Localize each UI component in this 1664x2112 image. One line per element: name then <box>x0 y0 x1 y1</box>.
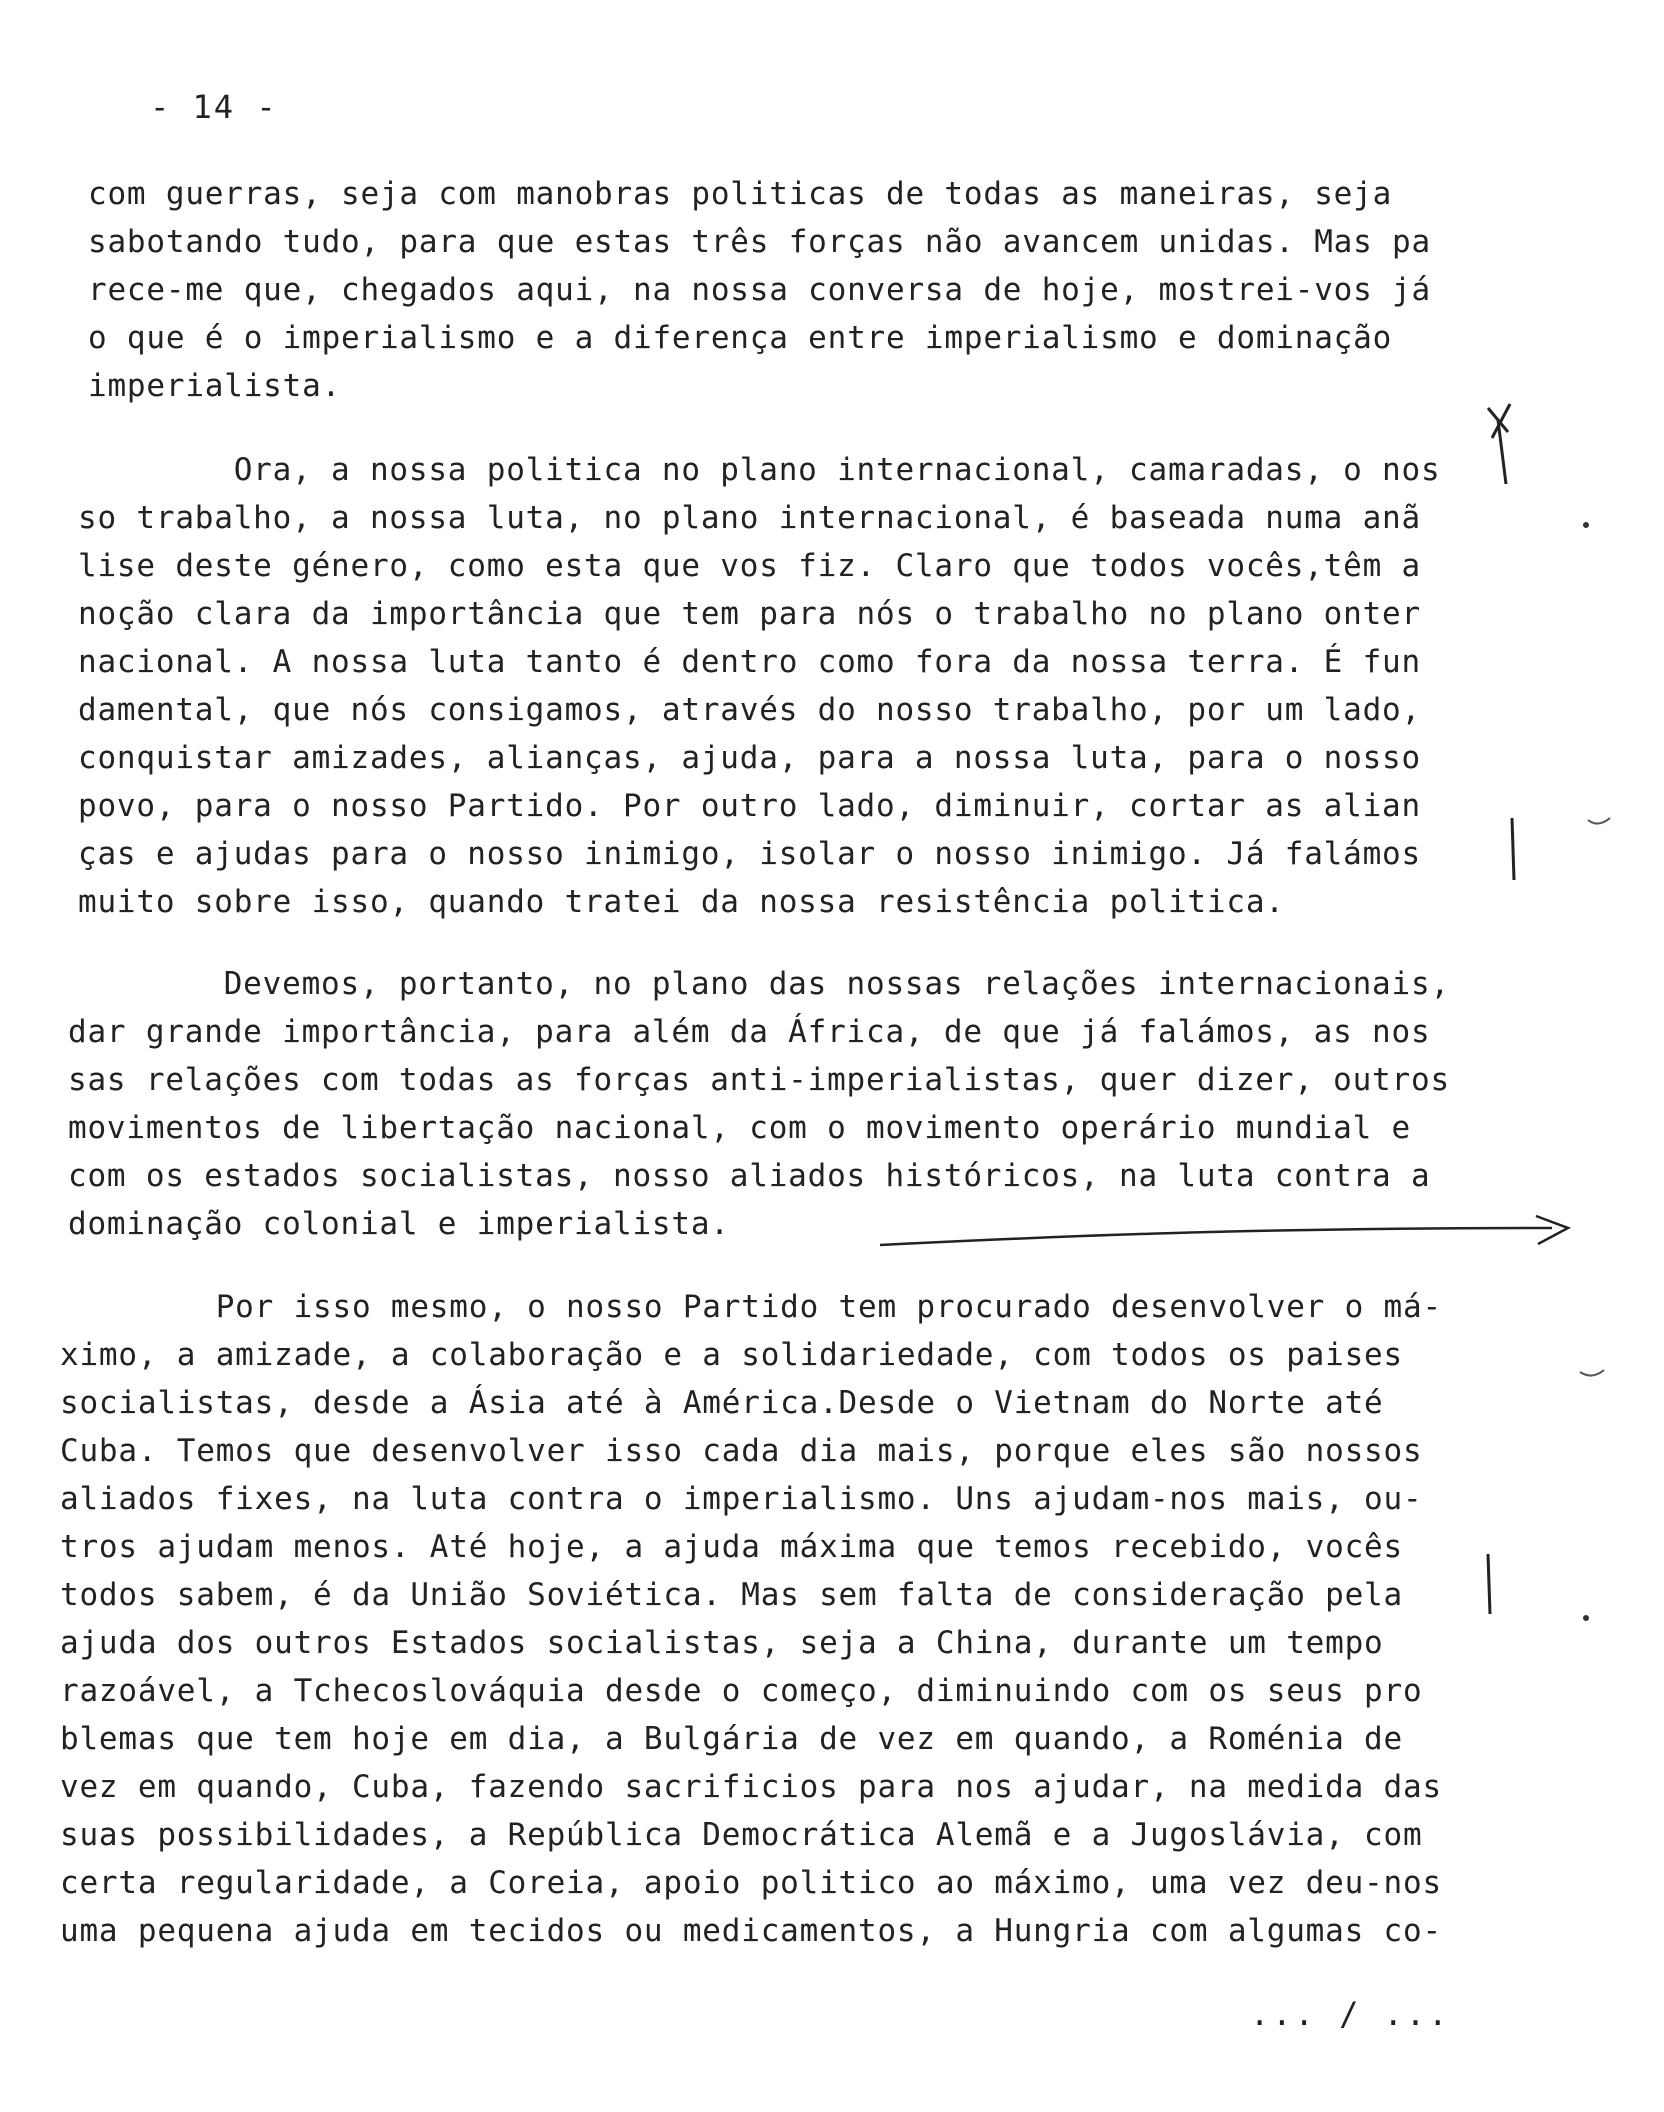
text-line: muito sobre isso, quando tratei da nossa resistência politica. <box>78 884 1285 920</box>
speck-3 <box>1588 818 1610 824</box>
text-line: damental, que nós consigamos, através do nosso trabalho, por um lado, <box>78 692 1421 728</box>
text-line: razoável, a Tchecoslováquia desde o começo, diminuindo com os seus pro <box>60 1673 1423 1709</box>
underline-arrow-icon <box>880 1216 1568 1245</box>
speck-1 <box>1583 522 1589 528</box>
text-line: noção clara da importância que tem para nós o trabalho no plano onter <box>78 596 1421 632</box>
text-line: conquistar amizades, alianças, ajuda, para a nossa luta, para o nosso <box>78 740 1421 776</box>
text-line: blemas que tem hoje em dia, a Bulgária de vez em quando, a Roménia de <box>60 1721 1403 1757</box>
text-line: movimentos de libertação nacional, com o movimento operário mundial e <box>68 1110 1411 1146</box>
text-line: uma pequena ajuda em tecidos ou medicamentos, a Hungria com algumas co- <box>60 1913 1442 1949</box>
text-line: ximo, a amizade, a colaboração e a solidariedade, com todos os paises <box>60 1337 1403 1373</box>
text-line: so trabalho, a nossa luta, no plano internacional, é baseada numa anã <box>78 500 1421 536</box>
text-line: socialistas, desde a Ásia até à América.Desde o Vietnam do Norte até <box>60 1385 1384 1421</box>
continuation-marker: ... / ... <box>1250 1995 1451 2033</box>
text-line: rece-me que, chegados aqui, na nossa conversa de hoje, mostrei-vos já <box>88 272 1431 308</box>
speck-2 <box>1583 1615 1589 1621</box>
text-line: vez em quando, Cuba, fazendo sacrificios para nos ajudar, na medida das <box>60 1769 1442 1805</box>
text-line: sas relações com todas as forças anti-imperialistas, quer dizer, outros <box>68 1062 1450 1098</box>
text-line: Por isso mesmo, o nosso Partido tem procurado desenvolver o má- <box>60 1289 1442 1325</box>
text-line: povo, para o nosso Partido. Por outro lado, diminuir, cortar as alian <box>78 788 1421 824</box>
text-line: Devemos, portanto, no plano das nossas relações internacionais, <box>68 966 1450 1002</box>
margin-bar-2 <box>1488 1554 1490 1614</box>
text-line: dar grande importância, para além da África, de que já falámos, as nos <box>68 1014 1431 1050</box>
text-line: sabotando tudo, para que estas três forças não avancem unidas. Mas pa <box>88 224 1431 260</box>
text-line: dominação colonial e imperialista. <box>68 1206 730 1242</box>
text-line: certa regularidade, a Coreia, apoio politico ao máximo, uma vez deu-nos <box>60 1865 1442 1901</box>
text-line: com guerras, seja com manobras politicas de todas as maneiras, seja <box>88 176 1393 212</box>
text-line: nacional. A nossa luta tanto é dentro como fora da nossa terra. É fun <box>78 644 1421 680</box>
text-line: suas possibilidades, a República Democrática Alemã e a Jugoslávia, com <box>60 1817 1423 1853</box>
text-line: aliados fixes, na luta contra o imperialismo. Uns ajudam-nos mais, ou- <box>60 1481 1423 1517</box>
text-line: todos sabem, é da União Soviética. Mas sem falta de consideração pela <box>60 1577 1403 1613</box>
page-number: - 14 - <box>150 88 278 126</box>
text-line: Cuba. Temos que desenvolver isso cada dia mais, porque eles são nossos <box>60 1433 1423 1469</box>
text-line: Ora, a nossa politica no plano internacional, camaradas, o nos <box>78 452 1441 488</box>
text-line: com os estados socialistas, nosso aliados históricos, na luta contra a <box>68 1158 1431 1194</box>
margin-bar-1 <box>1512 818 1514 880</box>
text-line: imperialista. <box>88 368 342 404</box>
text-line: ças e ajudas para o nosso inimigo, isolar o nosso inimigo. Já falámos <box>78 836 1421 872</box>
speck-4 <box>1580 1370 1604 1376</box>
text-line: ajuda dos outros Estados socialistas, seja a China, durante um tempo <box>60 1625 1384 1661</box>
asterisk-mark-icon <box>1488 404 1510 484</box>
text-line: tros ajudam menos. Até hoje, a ajuda máxima que temos recebido, vocês <box>60 1529 1403 1565</box>
text-line: lise deste género, como esta que vos fiz. Claro que todos vocês,têm a <box>78 548 1421 584</box>
text-line: o que é o imperialismo e a diferença entre imperialismo e dominação <box>88 320 1393 356</box>
